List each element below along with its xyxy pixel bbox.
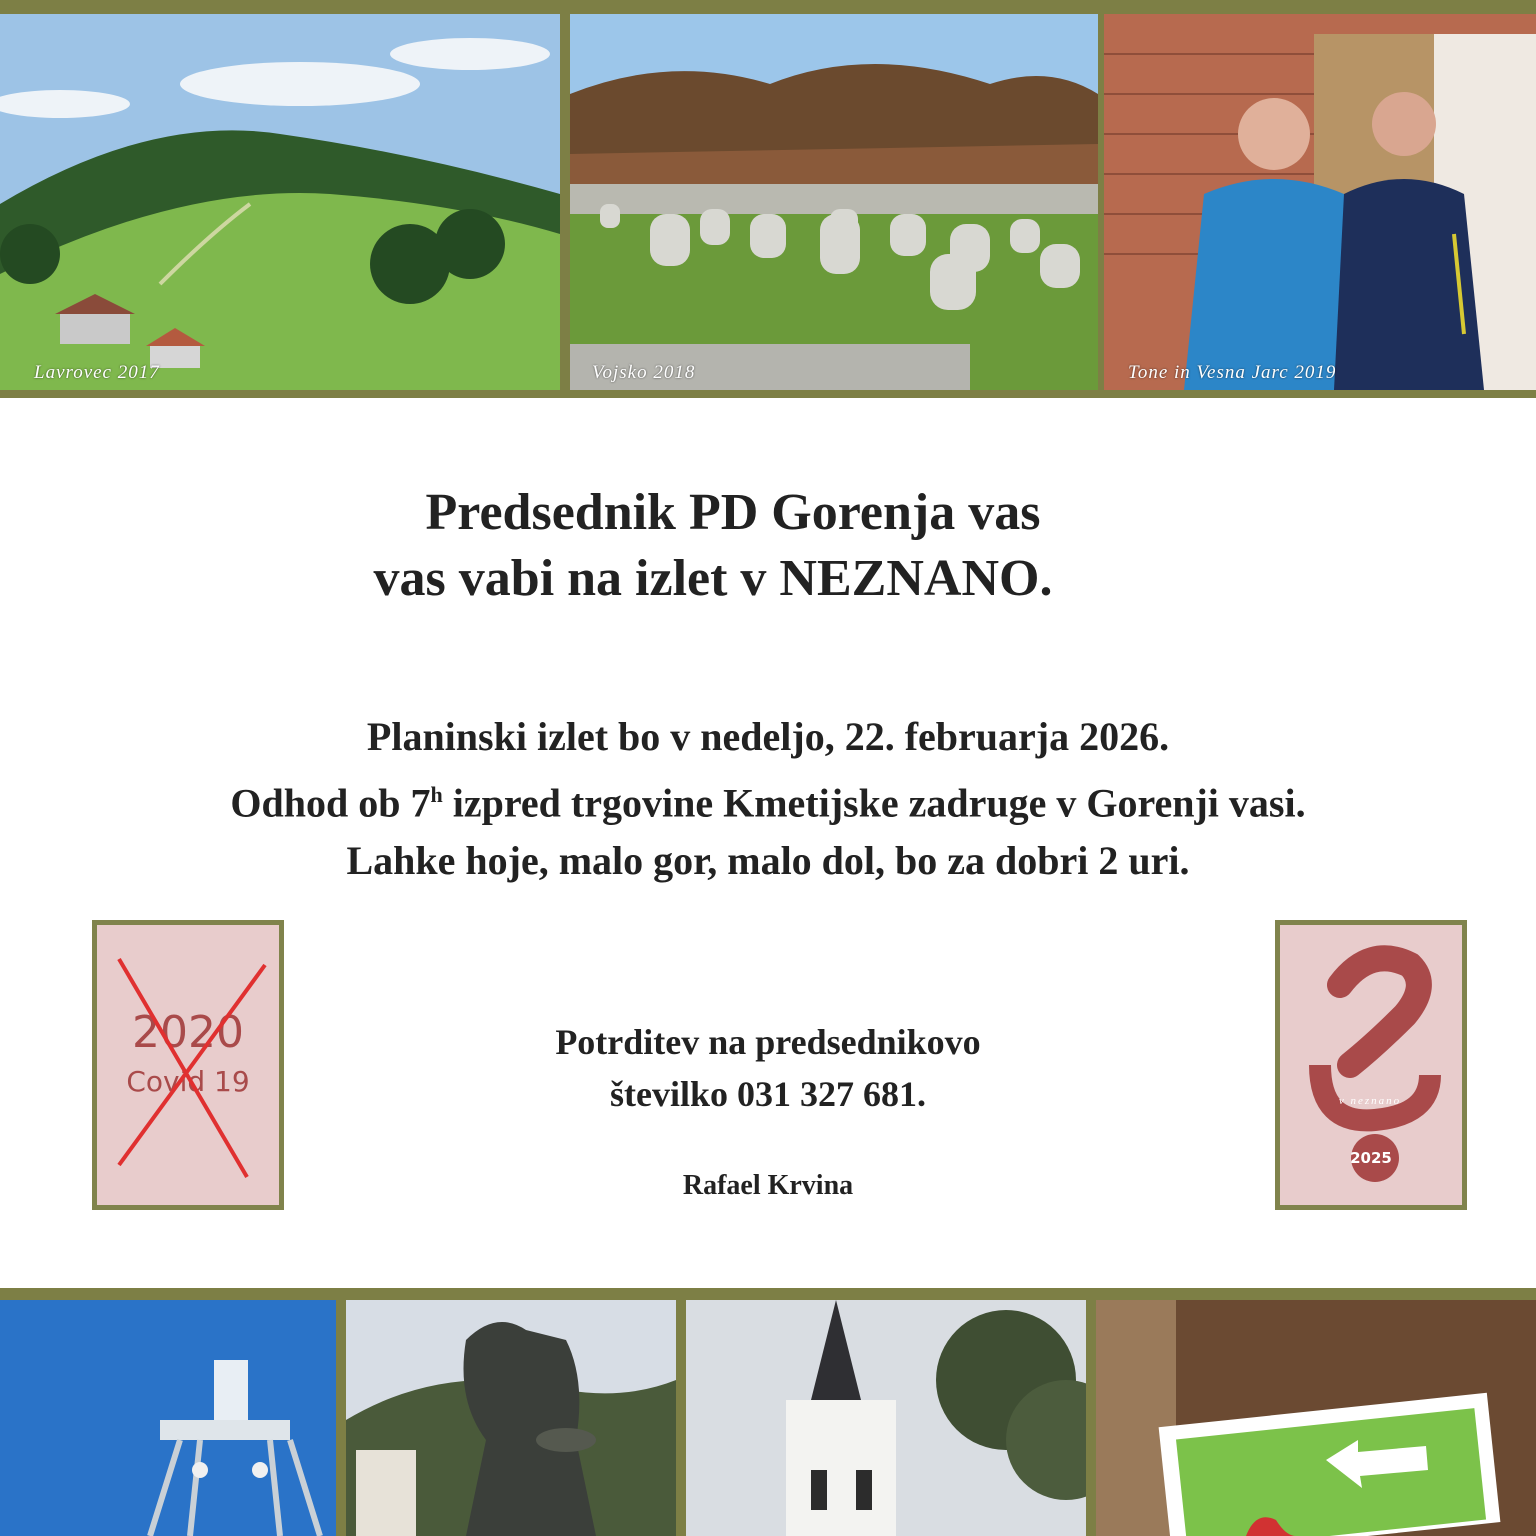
badge-label: Covid 19 (126, 1065, 250, 1098)
signature: Rafael Krvina (682, 1170, 854, 1201)
details-line-2-post: izpred trgovine Kmetijske zadruge v Gorenji vasi. (442, 780, 1306, 826)
badge-arc-text: v neznano (1338, 1095, 1402, 1107)
details-line-2-pre: Odhod ob 7 (230, 780, 431, 826)
photo-tower (0, 1300, 336, 1536)
details-line-2 (0, 766, 1536, 832)
details-hour-sup: h (430, 782, 443, 807)
photo-church (686, 1300, 1086, 1536)
trip-details (0, 708, 1536, 890)
photo-trail-sign (1096, 1300, 1536, 1536)
badge-neznano-2025 (1275, 920, 1467, 1210)
photo-caption: Lavrovec 2017 (34, 362, 160, 383)
badge-year: 2025 (1350, 1149, 1392, 1167)
title-line-1: Predsednik PD Gorenja vas (425, 484, 1041, 541)
photo-vojsko (570, 14, 1098, 390)
photo-caption: Tone in Vesna Jarc 2019 (1128, 362, 1337, 383)
bottom-photo-band (0, 1288, 1536, 1536)
photo-people (1104, 14, 1536, 390)
confirm-phone: številko 031 327 681. (609, 1074, 926, 1114)
photo-lavrovec (0, 14, 560, 390)
details-line-3: Lahke hoje, malo gor, malo dol, bo za dobri 2 uri. (346, 838, 1190, 884)
top-photo-band (0, 0, 1536, 398)
confirm-line-1: Potrditev na predsednikovo (555, 1022, 981, 1062)
invitation-title (0, 480, 1536, 612)
details-line-1: Planinski izlet bo v nedeljo, 22. februarja 2026. (366, 714, 1170, 759)
photo-caption: Vojsko 2018 (592, 362, 696, 383)
photo-statue (346, 1300, 676, 1536)
badge-year: 2020 (132, 1007, 244, 1058)
title-line-2: vas vabi na izlet v NEZNANO. (373, 550, 1053, 607)
